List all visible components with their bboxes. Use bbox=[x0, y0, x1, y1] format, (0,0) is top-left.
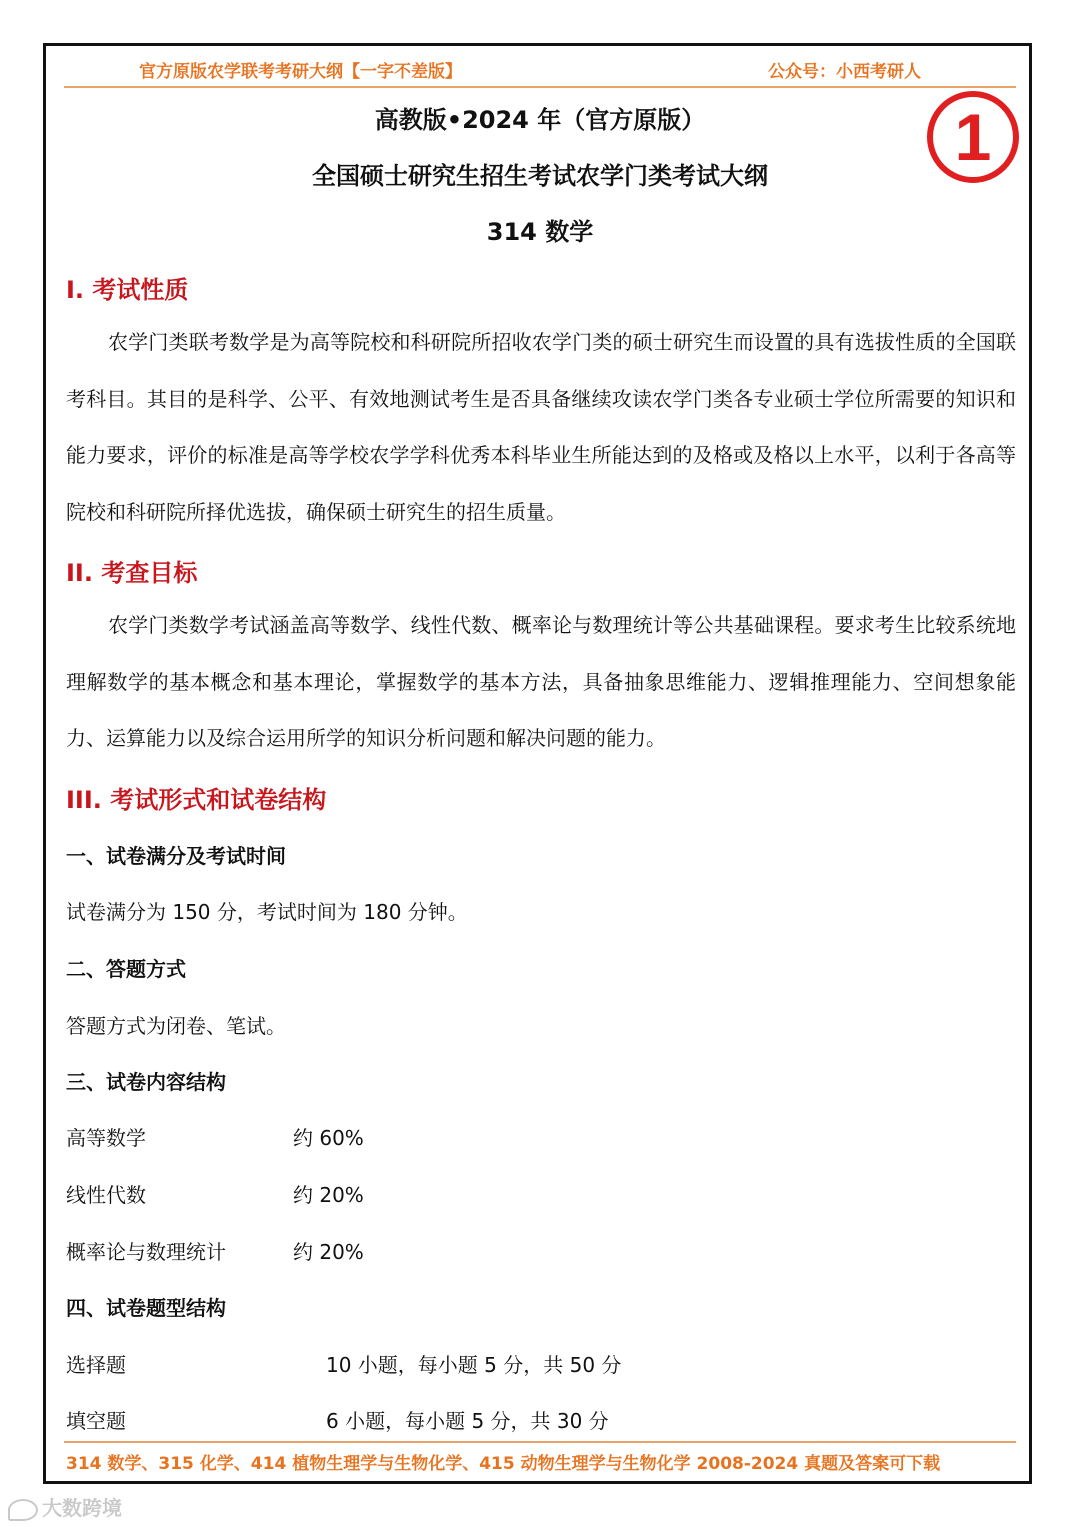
content-row-name: 线性代数 bbox=[66, 1183, 146, 1207]
title-line-1: 高教版•2024 年（官方原版） bbox=[374, 106, 706, 134]
watermark-text: 大数跨境 bbox=[42, 1496, 122, 1520]
subsection-1-heading: 一、试卷满分及考试时间 bbox=[66, 844, 286, 868]
subsection-3-heading: 三、试卷内容结构 bbox=[66, 1070, 226, 1094]
content-row-value: 约 20% bbox=[293, 1240, 364, 1264]
watermark bbox=[8, 1492, 122, 1521]
section-2-text: 农学门类数学考试涵盖高等数学、线性代数、概率论与数理统计等公共基础课程。要求考生比较系统地理解数学的基本概念和基本理论，掌握数学的基本方法，具备抽象思维能力、逻辑推理能力、空间想象能力、运算能力以及综合运用所学的知识分析问题和解决问题的能力。 bbox=[66, 613, 1016, 750]
subsection-4-heading: 四、试卷题型结构 bbox=[66, 1296, 226, 1320]
header-right-text: 公众号：小西考研人 bbox=[768, 62, 921, 82]
question-type-name: 填空题 bbox=[66, 1409, 126, 1433]
content-row-name: 高等数学 bbox=[66, 1126, 146, 1150]
question-type-value: 6 小题，每小题 5 分，共 30 分 bbox=[326, 1409, 609, 1433]
section-2-heading: II. 考查目标 bbox=[66, 559, 198, 587]
content-row-value: 约 60% bbox=[293, 1126, 364, 1150]
content-row-name: 概率论与数理统计 bbox=[66, 1240, 226, 1264]
header-divider bbox=[64, 86, 1016, 88]
title-line-2: 全国硕士研究生招生考试农学门类考试大纲 bbox=[312, 162, 768, 190]
watermark-logo-icon bbox=[8, 1499, 38, 1521]
section-1-text: 农学门类联考数学是为高等院校和科研院所招收农学门类的硕士研究生而设置的具有选拔性质的全国联考科目。其目的是科学、公平、有效地测试考生是否具备继续攻读农学门类各专业硕士学位所需要的知识和能力要求，评价的标准是高等学校农学学科优秀本科毕业生所能达到的及格或及格以上水平，以利于各高等院校和科研院所择优选拔，确保硕士研究生的招生质量。 bbox=[66, 330, 1016, 524]
footer-divider bbox=[64, 1441, 1016, 1443]
question-type-name: 选择题 bbox=[66, 1353, 126, 1377]
question-type-value: 10 小题，每小题 5 分，共 50 分 bbox=[326, 1353, 622, 1377]
header-left-text: 官方原版农学联考考研大纲【一字不差版】 bbox=[139, 62, 462, 82]
subsection-1-text: 试卷满分为 150 分，考试时间为 180 分钟。 bbox=[66, 900, 468, 924]
footer-text: 314 数学、315 化学、414 植物生理学与生物化学、415 动物生理学与生物化学 2008-2024 真题及答案可下载 bbox=[66, 1454, 941, 1474]
subsection-2-text: 答题方式为闭卷、笔试。 bbox=[66, 1014, 286, 1038]
page-number-badge-icon: 1 bbox=[927, 91, 1019, 183]
subsection-2-heading: 二、答题方式 bbox=[66, 957, 186, 981]
title-line-3: 314 数学 bbox=[486, 218, 594, 246]
section-3-heading: III. 考试形式和试卷结构 bbox=[66, 786, 327, 814]
section-1-heading: I. 考试性质 bbox=[66, 276, 189, 304]
content-row-value: 约 20% bbox=[293, 1183, 364, 1207]
